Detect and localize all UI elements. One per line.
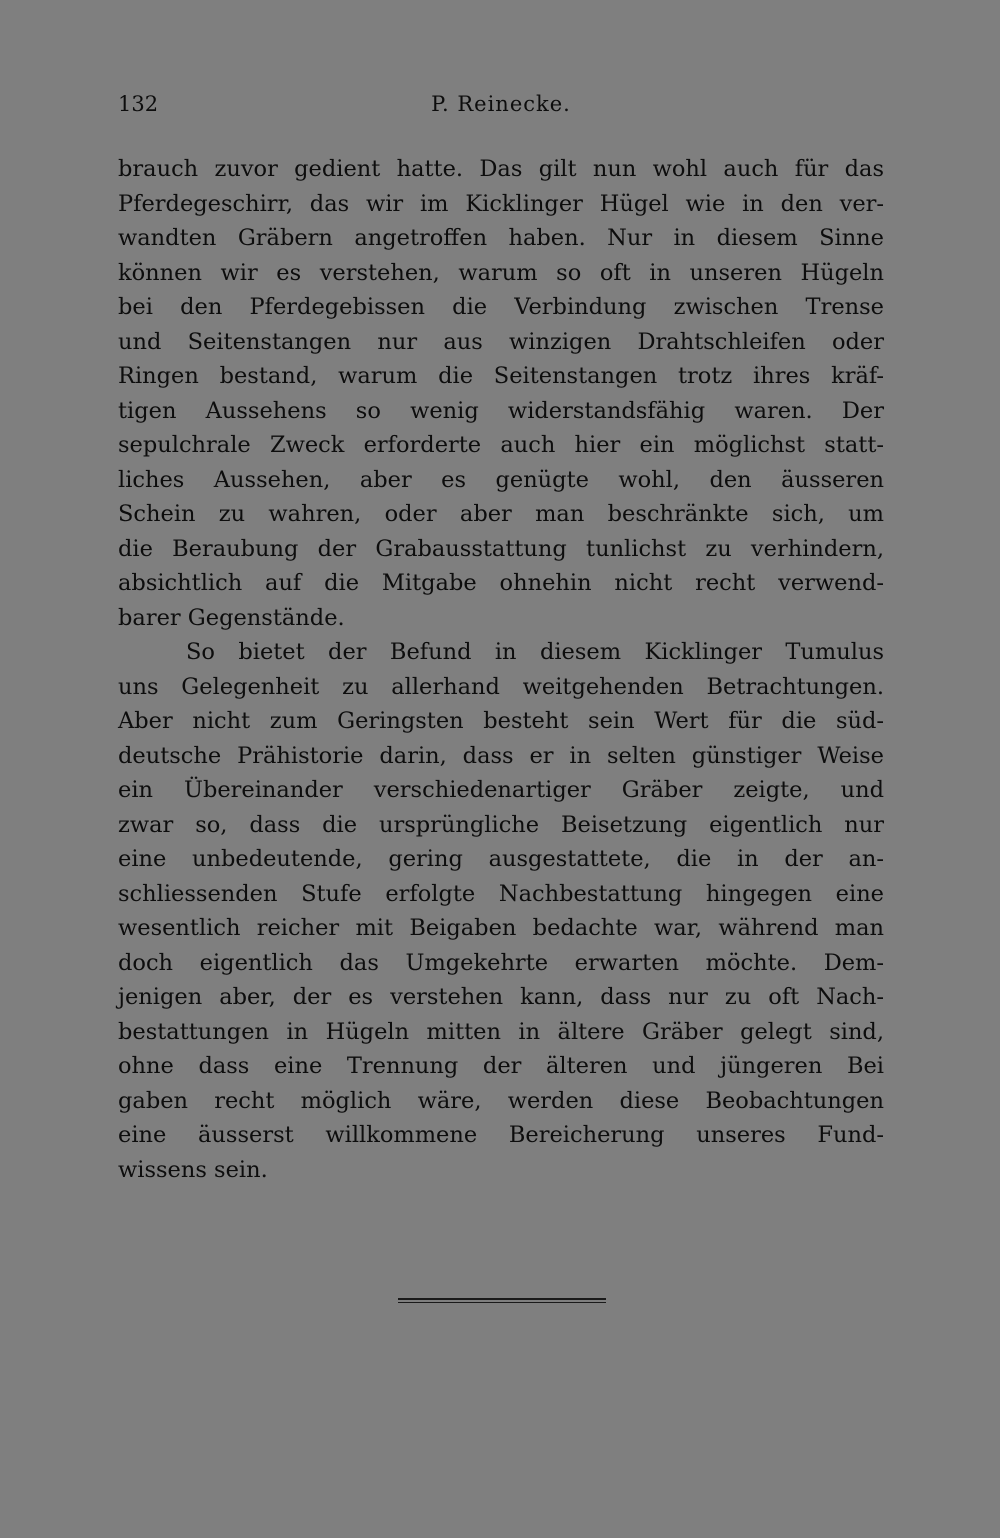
text-line: deutsche Prähistorie darin, dass er in selten günstiger Weise [118, 742, 884, 769]
end-rule [398, 1298, 606, 1304]
text-line: barer Gegenstände. [118, 604, 345, 631]
body-text [118, 152, 884, 1187]
text-line: So bietet der Befund in diesem Kicklinger Tumulus [186, 639, 884, 665]
paragraph-1 [118, 152, 884, 635]
running-head: P. Reinecke. [431, 92, 571, 116]
text-line: uns Gelegenheit zu allerhand weitgehenden Betrachtungen. [118, 673, 884, 700]
text-line: sepulchrale Zweck erforderte auch hier ein möglichst statt- [118, 432, 884, 458]
paragraph-2 [118, 635, 884, 1187]
text-line: bei den Pferdegebissen die Verbindung zwischen Trense [118, 294, 884, 320]
text-line: jenigen aber, der es verstehen kann, dass nur zu oft Nach- [118, 984, 884, 1010]
text-line: bestattungen in Hügeln mitten in ältere Gräber gelegt sind, [118, 1018, 884, 1045]
text-line: ein Übereinander verschiedenartiger Gräber zeigte, und [118, 777, 884, 803]
page-header [118, 92, 884, 126]
text-line: wissens sein. [118, 1156, 268, 1183]
text-line: schliessenden Stufe erfolgte Nachbestattung hingegen eine [118, 880, 884, 907]
end-rule-thin-line [398, 1302, 606, 1303]
text-line: eine äusserst willkommene Bereicherung unseres Fund- [118, 1122, 884, 1148]
text-line: Aber nicht zum Geringsten besteht sein Wert für die süd- [118, 708, 884, 734]
text-line: Ringen bestand, warum die Seitenstangen trotz ihres kräf- [118, 363, 884, 389]
text-line: Schein zu wahren, oder aber man beschränkte sich, um [118, 501, 884, 527]
text-line: die Beraubung der Grabausstattung tunlichst zu verhindern, [118, 535, 884, 562]
text-line: und Seitenstangen nur aus winzigen Drahtschleifen oder [118, 328, 884, 355]
text-line: tigen Aussehens so wenig widerstandsfähig waren. Der [118, 397, 884, 424]
text-line: liches Aussehen, aber es genügte wohl, den äusseren [118, 466, 884, 493]
page-number: 132 [118, 92, 159, 116]
text-line: ohne dass eine Trennung der älteren und jüngeren Bei [118, 1053, 884, 1079]
text-line: wesentlich reicher mit Beigaben bedachte war, während man [118, 915, 884, 941]
text-line: wandten Gräbern angetroffen haben. Nur in diesem Sinne [118, 225, 884, 251]
text-line: gaben recht möglich wäre, werden diese Beobachtungen [118, 1087, 884, 1114]
text-line: brauch zuvor gedient hatte. Das gilt nun wohl auch für das [118, 156, 884, 182]
text-line: zwar so, dass die ursprüngliche Beisetzung eigentlich nur [118, 811, 884, 838]
text-line: können wir es verstehen, warum so oft in unseren Hügeln [118, 259, 884, 286]
text-line: doch eigentlich das Umgekehrte erwarten möchte. Dem- [118, 949, 884, 976]
text-line: absichtlich auf die Mitgabe ohnehin nicht recht verwend- [118, 570, 884, 596]
text-line: Pferdegeschirr, das wir im Kicklinger Hügel wie in den ver- [118, 190, 884, 217]
text-line: eine unbedeutende, gering ausgestattete, die in der an- [118, 846, 884, 872]
end-rule-thick-line [398, 1298, 606, 1300]
